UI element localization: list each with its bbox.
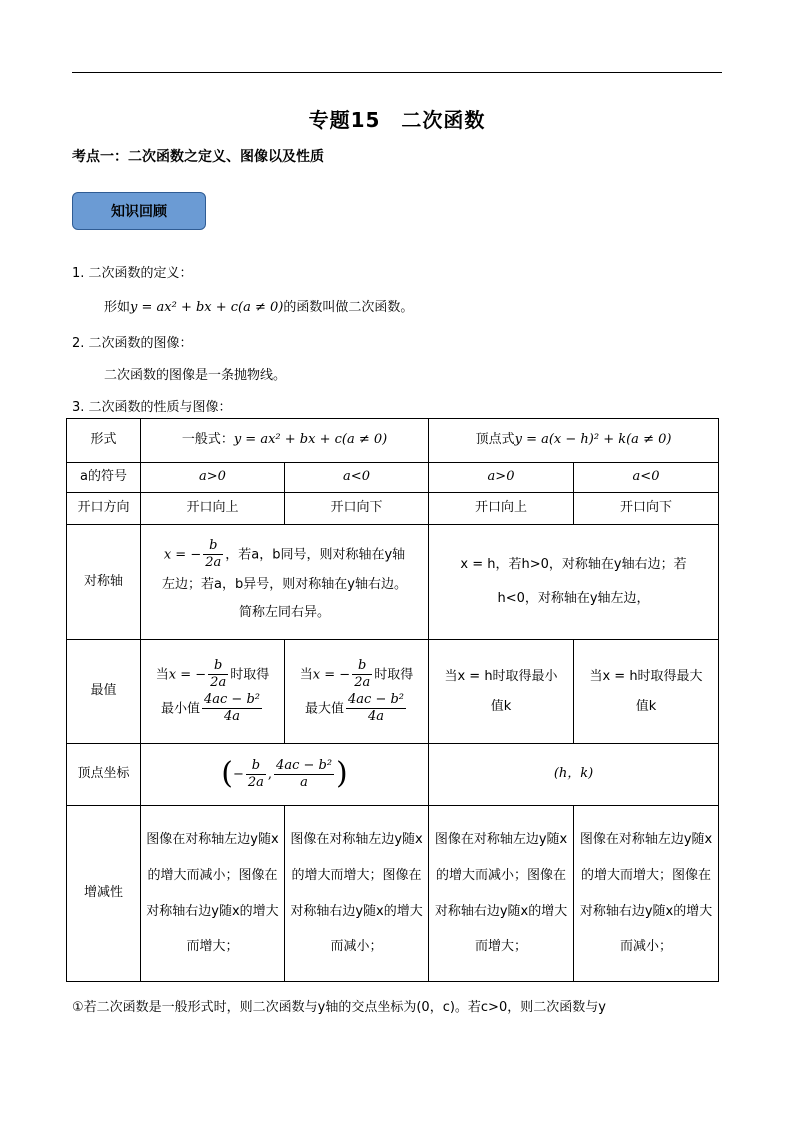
vertex-form-cell: 顶点式y = a(x − h)² + k(a ≠ 0) bbox=[429, 419, 719, 463]
definition-text: 形如y = ax² + bx + c(a ≠ 0)的函数叫做二次函数。 bbox=[104, 300, 414, 315]
row-label: 开口方向 bbox=[67, 493, 141, 525]
max-value-cell: 当x = − $\frac{b}{2a}$ 时取得 最大值 $\frac{\text{4ac − b²}}{4a}$ bbox=[285, 640, 429, 744]
row-label: 最值 bbox=[67, 640, 141, 744]
general-form-cell: 一般式：y = ax² + bx + c(a ≠ 0) bbox=[141, 419, 429, 463]
table-row: a的符号 a>0 a<0 a>0 a<0 bbox=[67, 463, 719, 493]
vertex-max-cell: 当x = h时取得最大 值k bbox=[574, 640, 719, 744]
definition-formula: y = ax² + bx + c(a ≠ 0) bbox=[130, 300, 284, 315]
table-row bbox=[67, 525, 719, 640]
row-label: 增减性 bbox=[67, 806, 141, 982]
page-title: 专题15 二次函数 bbox=[308, 108, 486, 132]
row-label: 顶点坐标 bbox=[67, 744, 141, 806]
graph-heading: 2. 二次函数的图像： bbox=[72, 336, 193, 351]
vertex-min-cell: 当x = h时取得最小 值k bbox=[429, 640, 574, 744]
knowledge-review-badge: 知识回顾 bbox=[72, 192, 206, 230]
properties-heading: 3. 二次函数的性质与图像： bbox=[72, 400, 232, 415]
axis-vertex-cell: x = h，若h>0，对称轴在y轴右边；若 h<0，对称轴在y轴左边， bbox=[429, 525, 719, 640]
graph-text: 二次函数的图像是一条抛物线。 bbox=[104, 368, 287, 383]
table-row bbox=[67, 640, 719, 744]
table-row bbox=[67, 744, 719, 806]
section-subtitle: 考点一：二次函数之定义、图像以及性质 bbox=[72, 149, 324, 165]
table-row: 开口方向 开口向上 开口向下 开口向上 开口向下 bbox=[67, 493, 719, 525]
vertex-coord-general: (− $\frac{b}{2a}$ , $\frac{\text{4ac − b²}}{a}$ ) bbox=[141, 744, 429, 806]
row-label: a的符号 bbox=[67, 463, 141, 493]
min-value-cell: 当x = − $\frac{b}{2a}$ 时取得 最小值 $\frac{\text{4ac − b²}}{4a}$ bbox=[141, 640, 285, 744]
row-label: 对称轴 bbox=[67, 525, 141, 640]
footer-text: ①若二次函数是一般形式时，则二次函数与y轴的交点坐标为(0，c)。若c>0，则二次函数与y bbox=[72, 1000, 606, 1015]
table-row: 增减性 图像在对称轴左边y随x的增大而减小；图像在对称轴右边y随x的增大而增大； 图像在对称轴左边y随x的增大而增大；图像在对称轴右边y随x的增大而减小； 图像在对称轴左边y随x的增大而减小；图像在对称轴右边y随x的增大而增大； 图像在对称轴左边y随x的增大而增大；图像在对称轴右边y随x的增大而减小； bbox=[67, 806, 719, 982]
definition-heading: 1. 二次函数的定义： bbox=[72, 266, 193, 281]
table-row bbox=[67, 419, 719, 463]
vertex-coord-hk: (h，k) bbox=[429, 744, 719, 806]
row-label: 形式 bbox=[67, 419, 141, 463]
axis-general-cell: x = − $\frac{b}{2a}$ ，若a，b同号，则对称轴在y轴 左边；若a，b异号，则对称轴在y轴右边。 简称左同右异。 bbox=[141, 525, 429, 640]
properties-table bbox=[66, 418, 719, 982]
header-rule bbox=[72, 72, 722, 73]
